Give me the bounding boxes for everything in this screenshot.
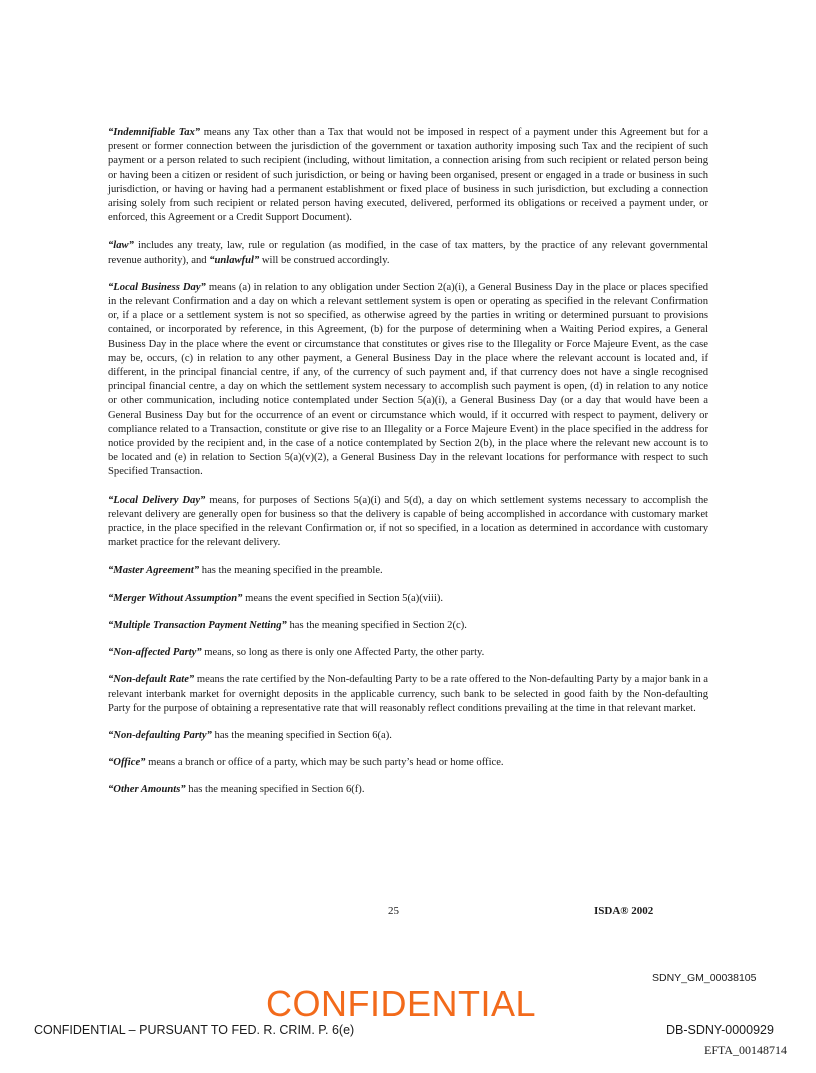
- definition-law: [108, 239, 708, 267]
- definition-merger-without-assumption: [108, 592, 708, 606]
- definition-text: means a branch or office of a party, which may be such party’s head or home office.: [145, 757, 504, 769]
- definition-local-delivery-day: [108, 494, 708, 551]
- term: “Merger Without Assumption”: [108, 592, 243, 604]
- definition-text: will be construed accordingly.: [259, 254, 390, 266]
- definition-text: has the meaning specified in Section 6(f).: [185, 784, 365, 796]
- term: “Non-affected Party”: [108, 647, 202, 659]
- definition-text: has the meaning specified in Section 2(c).: [286, 619, 467, 631]
- efta-number: EFTA_00148714: [704, 1043, 788, 1057]
- definitions-body: [108, 126, 708, 811]
- definition-non-affected-party: [108, 646, 708, 660]
- definition-non-default-rate: [108, 673, 708, 716]
- term: “Local Business Day”: [108, 281, 206, 293]
- bates-number-gm: SDNY_GM_00038105: [652, 972, 757, 984]
- confidential-stamp: CONFIDENTIAL: [266, 983, 537, 1024]
- definition-text: means the rate certified by the Non-defaulting Party to be a rate offered to the Non-defaulting Party by a major bank in a relevant interbank market for overnight deposits in the applicable currency, such bank to be selected in good faith by the Non-defaulting Party for the purpose of obtaining a representative rate that will reasonably reflect conditions prevailing at the time in that relevant market.: [108, 674, 708, 714]
- term: “Non-default Rate”: [108, 674, 195, 686]
- bates-number-db: DB-SDNY-0000929: [666, 1023, 774, 1037]
- definition-local-business-day: [108, 281, 708, 480]
- definition-multiple-transaction-payment-netting: [108, 619, 708, 633]
- term: “unlawful”: [209, 254, 260, 266]
- term: “Other Amounts”: [108, 784, 186, 796]
- definition-text: has the meaning specified in Section 6(a).: [211, 729, 392, 741]
- term: “Multiple Transaction Payment Netting”: [108, 619, 287, 631]
- term: “Master Agreement”: [108, 565, 200, 577]
- confidential-notice: CONFIDENTIAL – PURSUANT TO FED. R. CRIM. P. 6(e): [34, 1023, 355, 1037]
- definition-text: means (a) in relation to any obligation under Section 2(a)(i), a General Business Day in the place or places specified in the relevant Confirmation and a day on which a relevant settlement system is open or operating as specified in the relevant Confirmation or, if a place or a settlement system is not so specified, as otherwise agreed by the parties in writing or determined pursuant to provisions contained, or incorporated by reference, in this Agreement, (b) for the purpose of determining when a Waiting Period expires, a General Business Day in the place where the event or circumstance that constitutes or gives rise to the Illegality or Force Majeure Event, as the case may be, occurs, (c) in relation to any other payment, a General Business Day in the place where the relevant account is located and, if different, in the principal financial centre, if any, of the currency of such payment and, if that currency does not have a single recognised principal financial centre, a day on which the settlement system necessary to accomplish such payment is open, (d) in relation to any notice or other communication, including notice contemplated under Section 5(a)(i), a General Business Day (or a day that would have been a General Business Day but for the occurrence of an event or circumstance which would, if it occurred with respect to payment, delivery or compliance related to a Transaction, constitute or give rise to an Illegality or a Force Majeure Event) in the place specified in the address for notice provided by the recipient and, in the case of a notice contemplated by Section 2(b), in the place where the relevant new account is to be located and (e) in relation to Section 5(a)(v)(2), a General Business Day in the relevant locations for performance with respect to such Specified Transaction.: [108, 281, 708, 478]
- term: “law”: [108, 240, 134, 252]
- definition-master-agreement: [108, 564, 708, 578]
- definition-text: means, for purposes of Sections 5(a)(i) and 5(d), a day on which settlement systems necessary to accomplish the relevant delivery are generally open for business so that the delivery is capable of being accomplished in accordance with customary market practice, in the place specified in the relevant Confirmation or, if not so specified, in a location as determined in accordance with customary market practice for the relevant delivery.: [108, 494, 708, 549]
- document-label: ISDA® 2002: [594, 905, 654, 917]
- page-number: 25: [388, 905, 399, 917]
- definition-text: means the event specified in Section 5(a)(viii).: [242, 592, 444, 604]
- definition-text: means any Tax other than a Tax that would not be imposed in respect of a payment under this Agreement but for a present or former connection between the jurisdiction of the government or taxation authority imposing such Tax and the recipient of such payment or a person related to such recipient (including, without limitation, a connection arising from such recipient or related person being or having been a citizen or resident of such jurisdiction, or being or having been organised, present or engaged in a trade or business in such jurisdiction, or having or having had a permanent establishment or fixed place of business in such jurisdiction, but excluding a connection arising solely from such recipient or related person having executed, delivered, performed its obligations or received a payment under, or enforced, this Agreement or a Credit Support Document).: [108, 127, 708, 224]
- definition-text: includes any treaty, law, rule or regulation (as modified, in the case of tax matters, by the practice of any relevant governmental revenue authority), and: [108, 240, 708, 266]
- definition-indemnifiable-tax: [108, 126, 708, 225]
- term: “Office”: [108, 757, 146, 769]
- term: “Local Delivery Day”: [108, 494, 206, 506]
- definition-text: means, so long as there is only one Affected Party, the other party.: [201, 647, 485, 659]
- term: “Non-defaulting Party”: [108, 729, 212, 741]
- definition-non-defaulting-party: [108, 729, 708, 743]
- definition-text: has the meaning specified in the preamble.: [199, 565, 383, 577]
- definition-office: [108, 756, 708, 770]
- term: “Indemnifiable Tax”: [108, 127, 201, 138]
- definition-other-amounts: [108, 783, 708, 797]
